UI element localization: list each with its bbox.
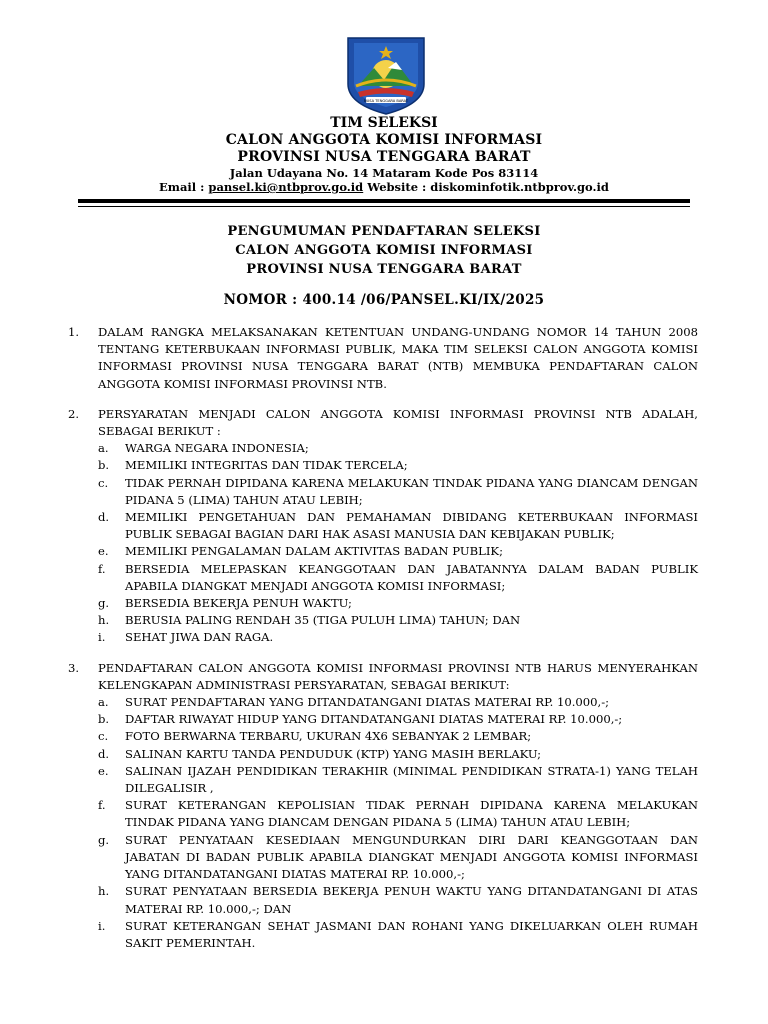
list-item (98, 457, 698, 474)
list-text: SURAT PENDAFTARAN YANG DITANDATANGANI DIATAS MATERAI RP. 10.000,-; (125, 695, 610, 710)
list-letter: g. (98, 832, 110, 847)
list-item (98, 832, 698, 884)
item-text: DALAM RANGKA MELAKSANAKAN KETENTUAN UNDANG-UNDANG NOMOR 14 TAHUN 2008 TENTANG KETERBUKAAN INFORMASI PUBLIK, MAKA TIM SELEKSI CALON ANGGOTA KOMISI INFORMASI PROVINSI NUSA TENGGARA BARAT (NTB) MEMBUKA PENDAFTARAN CALON ANGGOTA KOMISI INFORMASI PROVINSI NTB. (98, 325, 698, 391)
list-item (98, 509, 698, 543)
list-text: DAFTAR RIWAYAT HIDUP YANG DITANDATANGANI DIATAS MATERAI RP. 10.000,-; (125, 712, 623, 727)
announcement-title-line1: PENGUMUMAN PENDAFTARAN SELEKSI (227, 224, 541, 239)
list-letter: i. (98, 630, 106, 645)
org-name-line1: TIM SELEKSI (330, 115, 438, 131)
list-text: SURAT PENYATAAN BERSEDIA BEKERJA PENUH WAKTU YANG DITANDATANGANI DI ATAS MATERAI RP. 10.000,-; DAN (125, 884, 698, 916)
list-letter: c. (98, 475, 109, 490)
list-letter: d. (98, 746, 110, 761)
list-item (98, 797, 698, 831)
requirements-list (98, 440, 698, 646)
list-text: BERUSIA PALING RENDAH 35 (TIGA PULUH LIMA) TAHUN; DAN (125, 613, 521, 628)
list-text: SURAT KETERANGAN SEHAT JASMANI DAN ROHANI YANG DIKELUARKAN OLEH RUMAH SAKIT PEMERINTAH. (125, 918, 698, 950)
list-text: MEMILIKI INTEGRITAS DAN TIDAK TERCELA; (125, 458, 408, 473)
numbered-item-1 (68, 324, 698, 393)
list-text: WARGA NEGARA INDONESIA; (125, 441, 309, 456)
org-address: Jalan Udayana No. 14 Mataram Kode Pos 83114 (229, 166, 539, 180)
list-item (98, 763, 698, 797)
list-letter: c. (98, 729, 109, 744)
list-text: SALINAN KARTU TANDA PENDUDUK (KTP) YANG MASIH BERLAKU; (125, 746, 542, 761)
list-text: TIDAK PERNAH DIPIDANA KARENA MELAKUKAN TINDAK PIDANA YANG DIANCAM DENGAN PIDANA 5 (LIMA) TAHUN ATAU LEBIH; (125, 475, 698, 507)
list-item (98, 612, 698, 629)
item-number: 3. (68, 660, 80, 675)
list-text: BERSEDIA BEKERJA PENUH WAKTU; (125, 596, 352, 611)
list-text: FOTO BERWARNA TERBARU, UKURAN 4X6 SEBANYAK 2 LEMBAR; (125, 729, 532, 744)
announcement-number: NOMOR : 400.14 /06/PANSEL.KI/IX/2025 (223, 292, 545, 308)
ntb-emblem-logo (344, 34, 428, 116)
email-label: Email : (159, 180, 209, 194)
list-item (98, 595, 698, 612)
list-letter: b. (98, 712, 110, 727)
list-text: BERSEDIA MELEPASKAN KEANGGOTAAN DAN JABATANNYA DALAM BADAN PUBLIK APABILA DIANGKAT MENJADI ANGGOTA KOMISI INFORMASI; (125, 561, 698, 593)
list-item (98, 561, 698, 595)
item-text: PERSYARATAN MENJADI CALON ANGGOTA KOMISI INFORMASI PROVINSI NTB ADALAH, SEBAGAI BERIKUT : (98, 406, 698, 439)
list-letter: f. (98, 561, 106, 576)
list-letter: a. (98, 695, 109, 710)
list-letter: g. (98, 596, 110, 611)
announcement-title-line2: CALON ANGGOTA KOMISI INFORMASI (235, 243, 533, 258)
list-item (98, 475, 698, 509)
email-link[interactable]: pansel.ki@ntbprov.go.id (208, 180, 364, 194)
list-item (98, 918, 698, 952)
list-text: SURAT KETERANGAN KEPOLISIAN TIDAK PERNAH DIPIDANA KARENA MELAKUKAN TINDAK PIDANA YANG DIANCAM DENGAN PIDANA 5 (LIMA) TAHUN ATAU LEBIH; (125, 798, 698, 830)
list-item (98, 711, 698, 728)
list-letter: e. (98, 763, 109, 778)
website-text: diskominfotik.ntbprov.go.id (430, 180, 609, 194)
documents-list (98, 694, 698, 952)
list-letter: d. (98, 510, 110, 525)
list-letter: h. (98, 613, 110, 628)
item-number: 1. (68, 325, 80, 339)
list-item (98, 440, 698, 457)
list-text: SEHAT JIWA DAN RAGA. (125, 630, 274, 645)
list-item (98, 543, 698, 560)
list-letter: e. (98, 544, 109, 559)
list-text: SURAT PENYATAAN KESEDIAAN MENGUNDURKAN DIRI DARI KEANGGOTAAN DAN JABATAN DI BADAN PUBLIK APABILA DIANGKAT MENJADI ANGGOTA KOMISI INFORMASI YANG DITANDATANGANI DIATAS MATERAI RP. 10.000,-; (125, 832, 698, 882)
header-divider-thick (78, 199, 690, 203)
list-item (98, 629, 698, 646)
org-name-line2: CALON ANGGOTA KOMISI INFORMASI (225, 132, 543, 148)
announcement-title-line3: PROVINSI NUSA TENGGARA BARAT (246, 262, 522, 277)
announcement-body (68, 324, 698, 965)
numbered-item-2 (68, 406, 698, 647)
item-number: 2. (68, 406, 80, 421)
list-text: SALINAN IJAZAH PENDIDIKAN TERAKHIR (MINIMAL PENDIDIKAN STRATA-1) YANG TELAH DILEGALISIR , (125, 763, 698, 796)
list-letter: h. (98, 884, 110, 899)
header-divider-thin (78, 206, 690, 207)
numbered-item-3 (68, 660, 698, 952)
list-letter: b. (98, 458, 110, 473)
list-item (98, 694, 698, 711)
list-letter: i. (98, 918, 106, 933)
list-text: MEMILIKI PENGETAHUAN DAN PEMAHAMAN DIBIDANG KETERBUKAAN INFORMASI PUBLIK SEBAGAI BAGIAN DARI HAK ASASI MANUSIA DAN KEBIJAKAN PUBLIK; (125, 510, 698, 542)
contact-line (0, 180, 768, 194)
list-letter: a. (98, 441, 109, 456)
item-text: PENDAFTARAN CALON ANGGOTA KOMISI INFORMASI PROVINSI NTB HARUS MENYERAHKAN KELENGKAPAN ADMINISTRASI PERSYARATAN, SEBAGAI BERIKUT: (98, 660, 698, 692)
website-label: Website : (363, 180, 431, 194)
org-name-line3: PROVINSI NUSA TENGGARA BARAT (237, 149, 531, 165)
list-letter: f. (98, 798, 106, 813)
emblem-motto: NUSA TENGGARA BARAT (363, 98, 409, 103)
list-item (98, 746, 698, 763)
list-item (98, 728, 698, 745)
list-item (98, 883, 698, 917)
list-text: MEMILIKI PENGALAMAN DALAM AKTIVITAS BADAN PUBLIK; (125, 544, 503, 559)
